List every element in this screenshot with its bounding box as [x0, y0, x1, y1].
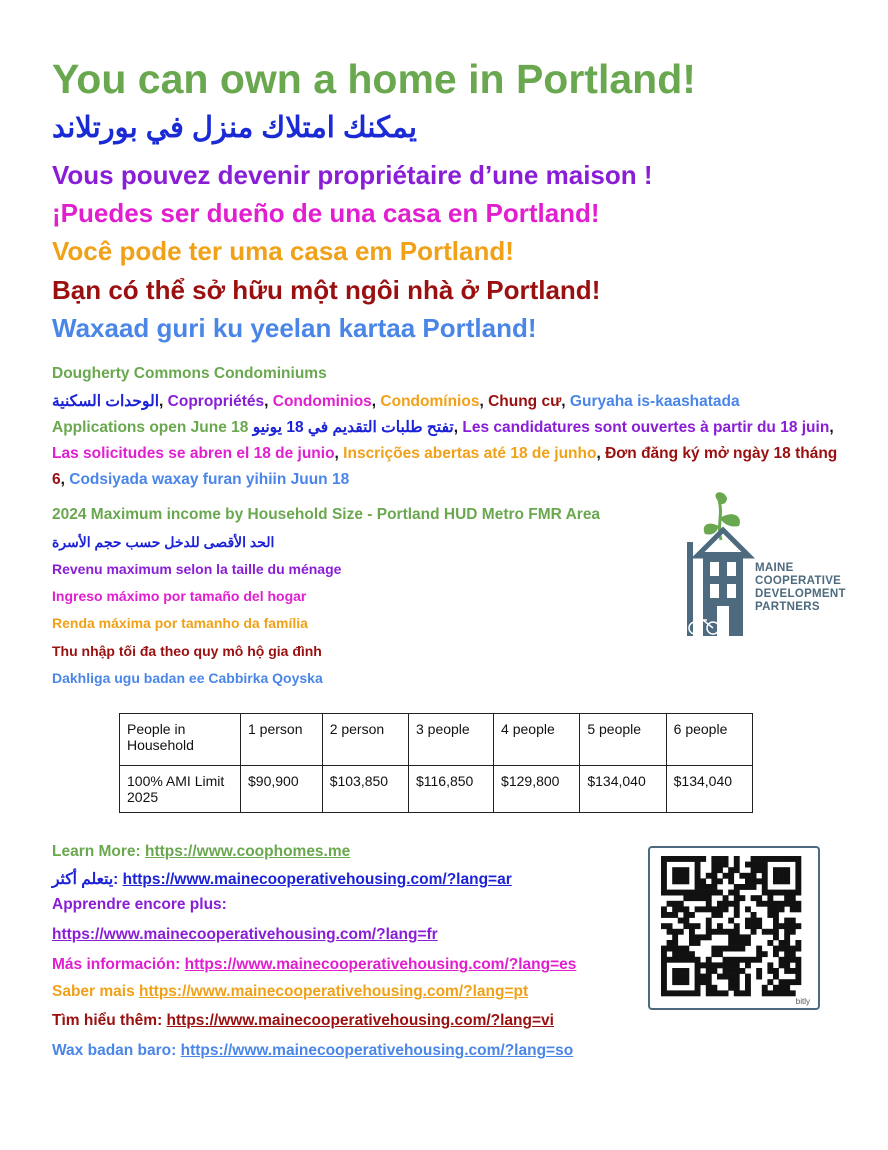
qr-code[interactable]	[648, 846, 820, 1010]
applications-pt: Inscrições abertas até 18 de junho	[343, 445, 597, 462]
table-cell: $116,850	[408, 766, 493, 813]
applications-es: Las solicitudes se abren el 18 de junio	[52, 445, 335, 462]
property-name: Dougherty Commons Condominiums	[52, 365, 327, 382]
property-es: Condominios	[272, 393, 372, 410]
table-header-cell: 6 people	[666, 714, 752, 766]
applications-en: Applications open June 18	[52, 419, 249, 436]
headline-spanish: ¡Puedes ser dueño de una casa en Portland!	[52, 198, 600, 228]
income-fr: Revenu maximum selon la taille du ménage	[52, 561, 342, 577]
logo-line: DEVELOPMENT	[755, 588, 846, 600]
income-title: 2024 Maximum income by Household Size - Portland HUD Metro FMR Area	[52, 506, 601, 523]
headline-vietnamese: Bạn có thể sở hữu một ngôi nhà ở Portland!	[52, 275, 601, 305]
property-ar: الوحدات السكنية	[52, 393, 160, 410]
table-cell: $129,800	[494, 766, 580, 813]
table-cell: $134,040	[666, 766, 752, 813]
property-pt: Condomínios	[380, 393, 480, 410]
headline-english: You can own a home in Portland!	[52, 56, 696, 102]
learn-more-ar-label: يتعلم أكثر	[52, 871, 114, 888]
table-cell: $134,040	[580, 766, 666, 813]
learn-more-vi	[52, 1012, 554, 1030]
applications-fr: Les candidatures sont ouvertes à partir du 18 juin	[462, 419, 830, 436]
table-header-cell: 2 person	[322, 714, 408, 766]
headline-french: Vous pouvez devenir propriétaire d’une maison !	[52, 160, 653, 190]
headline-arabic: يمكنك امتلاك منزل في بورتلاند	[52, 112, 417, 144]
headline-somali: Waxaad guri ku yeelan kartaa Portland!	[52, 313, 537, 343]
table-header-cell: 4 people	[494, 714, 580, 766]
income-vi: Thu nhập tối đa theo quy mô hộ gia đình	[52, 643, 322, 659]
learn-more-fr-label: Apprendre encore plus:	[52, 896, 227, 913]
qr-code-icon	[650, 848, 814, 1004]
income-es: Ingreso máximo por tamaño del hogar	[52, 588, 307, 604]
income-pt: Renda máxima por tamanho da família	[52, 615, 308, 631]
table-cell: 100% AMI Limit 2025	[120, 766, 241, 813]
property-translations: الوحدات السكنية, Copropriétés, Condominios, Condomínios, Chung cư, Guryaha is-kaashatada	[52, 393, 740, 410]
table-cell: $90,900	[241, 766, 323, 813]
table-header-row	[120, 714, 753, 766]
table-row	[120, 766, 753, 813]
logo-line: COOPERATIVE	[755, 575, 842, 587]
learn-more-so	[52, 1042, 573, 1060]
logo-line: PARTNERS	[755, 601, 820, 613]
logo-line: MAINE	[755, 562, 794, 574]
learn-more-ar-link[interactable]: https://www.mainecooperativehousing.com/?lang=ar	[122, 871, 512, 888]
table-header-cell: 3 people	[408, 714, 493, 766]
applications-vi: Đơn đăng ký mở ngày 18 tháng 6	[52, 445, 838, 488]
applications-paragraph: Applications open June 18 تفتح طلبات التقديم في 18 يونيو, Les candidatures sont ouvertes à partir du 18 juin, Las solicitudes se abren el 18 de junio, Inscrições abertas até 18 de junho, Đơn đăng ký mở ngày 18 tháng 6, Codsiyada waxay furan yihiin Juun 18	[52, 419, 838, 488]
applications-so: Codsiyada waxay furan yihiin Juun 18	[69, 471, 350, 488]
qr-caption: bitly	[795, 997, 810, 1006]
learn-more-es-link[interactable]: https://www.mainecooperativehousing.com/?lang=es	[184, 956, 577, 973]
learn-more-ar: يتعلم أكثر: https://www.mainecooperativehousing.com/?lang=ar	[52, 871, 512, 888]
income-so: Dakhliga ugu badan ee Cabbirka Qoyska	[52, 670, 323, 686]
learn-more-en-link[interactable]: https://www.coophomes.me	[145, 843, 351, 860]
learn-more-pt	[52, 983, 528, 1001]
table-header-cell: People in Household	[120, 714, 241, 766]
mcdp-logo	[683, 490, 846, 640]
table-header-cell: 1 person	[241, 714, 323, 766]
property-fr: Copropriétés	[167, 393, 265, 410]
learn-more-so-link[interactable]: https://www.mainecooperativehousing.com/?lang=so	[180, 1042, 574, 1059]
income-limits-table	[119, 713, 753, 813]
learn-more-fr-link[interactable]: https://www.mainecooperativehousing.com/?lang=fr	[52, 926, 438, 943]
logo-wordmark	[755, 562, 846, 614]
learn-more-pt-label: Saber mais	[52, 983, 140, 1000]
learn-more-en-label: Learn More:	[52, 843, 146, 860]
learn-more-es	[52, 956, 576, 974]
learn-more-vi-label: Tìm hiểu thêm:	[52, 1012, 167, 1029]
learn-more-vi-link[interactable]: https://www.mainecooperativehousing.com/?lang=vi	[166, 1012, 554, 1029]
learn-more-en	[52, 843, 350, 861]
table-header-cell: 5 people	[580, 714, 666, 766]
learn-more-pt-link[interactable]: https://www.mainecooperativehousing.com/?lang=pt	[139, 983, 529, 1000]
headline-portuguese: Você pode ter uma casa em Portland!	[52, 236, 514, 266]
property-vi: Chung cư	[488, 393, 562, 410]
applications-ar: تفتح طلبات التقديم في 18 يونيو	[252, 419, 454, 436]
learn-more-es-label: Más información:	[52, 956, 185, 973]
learn-more-so-label: Wax badan baro:	[52, 1042, 181, 1059]
property-so: Guryaha is-kaashatada	[569, 393, 740, 410]
income-ar: الحد الأقصى للدخل حسب حجم الأسرة	[52, 534, 275, 550]
table-cell: $103,850	[322, 766, 408, 813]
